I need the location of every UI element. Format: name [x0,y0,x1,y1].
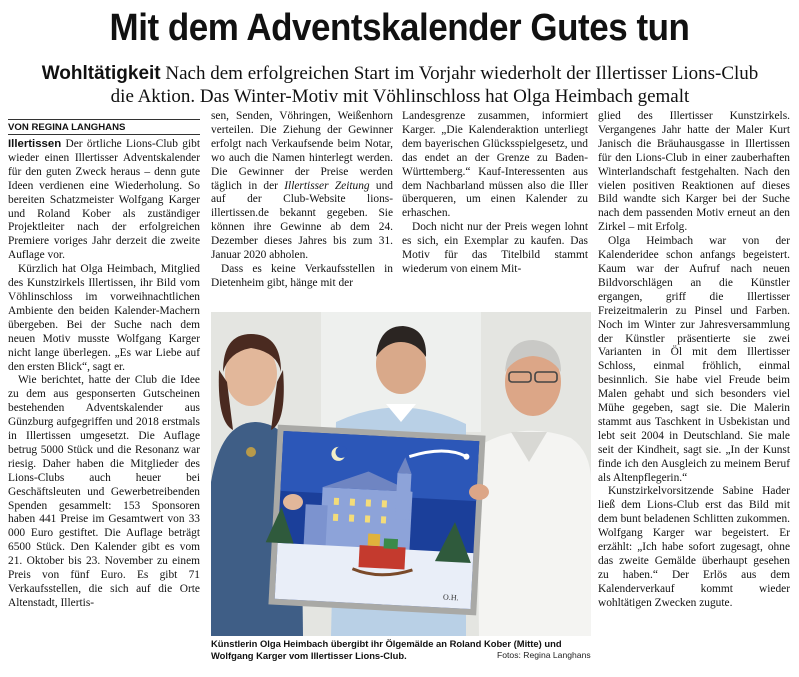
subhead-kicker: Wohltätigkeit [41,63,161,84]
paragraph: Kunstzirkelvorsitzende Sabine Hader ließ dem Lions-Club erst das Bild mit dem bunt beladenen Schlitten zukommen. Wolfgang Karger war begeistert. Er erzählt: „Ich habe sofort zugesagt, ohne das zweite Gemälde überhaupt gesehen zu haben.“ Der Erlös aus dem Kalenderverkauf kommt wieder wohltätigen Zwecken zugute. [598,485,790,609]
painting [263,425,486,616]
article-column-4 [598,110,790,611]
hand [469,484,489,500]
subhead-text-1: Nach dem erfolgreichen Start im Vorjahr wiederholt der Illertisser Lions-Club [160,63,759,84]
paragraph [8,138,200,263]
paragraph: Landesgrenze zusammen, informiert Karger. „Die Kalenderaktion unterliegt dem bayerischen Glücksspielgesetz, und das endet an der Grenze zu Baden-Württemberg.“ Kauf-Interessenten aus dem Nachbarland müssen also die Iller überqueren, um einen Kalender zu erhaschen. [402,110,588,220]
paragraph: Doch nicht nur der Preis wegen lohnt es sich, ein Exemplar zu kaufen. Das Motiv für das Titelbild stammt wiederum von einem Mit- [402,221,588,275]
article-column-3 [402,110,588,277]
article-photo [211,312,591,636]
photo-credit: Fotos: Regina Langhans [497,650,591,660]
paragraph: Dass es keine Verkaufsstellen in Dietenheim gibt, hänge mit der [211,262,393,289]
article-column-2 [211,110,393,291]
photo-caption: Künstlerin Olga Heimbach übergibt ihr Ölgemälde an Roland Kober (Mitte) und Wolfgang Karger vom Illertisser Lions-Club. [211,638,562,661]
paragraph-text: sen, Senden, Vöhringen, Weißenhorn verteilen. Die Ziehung der Gewinner erfolgt nach Verkaufsende beim Notar, wo auch die Namen hinterlegt werden. Die Gewinner der Preise werden täglich in der [211,110,393,192]
paragraph: Wie berichtet, hatte der Club die Idee zu dem aus gesponserten Gutscheinen bestehenden Adventskalender aus Günzburg aufgegriffen und 2018 erstmals in Illertissen umgesetzt. Die Auflage betrug 5000 Stück und die Resonanz war riesig. Daher haben die Mitglieder des Lions-Clubs auch heuer bei Geschäftsleuten und Gewerbetreibenden Spenden gesammelt: 153 Sponsoren haben 441 Preise im Gesamtwert von 33 000 Euro gestiftet. Die Auflage beträgt 6500 Stück. Den Kalender gibt es vom 21. Oktober bis 23. November zu einem Preis von fünf Euro. Es gibt 71 Verkaufsstellen, die sich auf die Orte Altenstadt, Illertis- [8,374,200,609]
painting-signature: O.H. [442,592,459,603]
byline: VON REGINA LANGHANS [8,119,200,135]
paragraph [211,110,393,263]
paragraph: glied des Illertisser Kunstzirkels. Vergangenes Jahr hatte der Maler Kurt Janisch die Bräuhausgasse in Illertissen für den Lions-Club in einer zauberhaften Winterlandschaft festgehalten. Nach den vielen positiven Reaktionen auf dieses Bild wandte sich Karger bei der Suche nach dem passenden Motiv erneut an den Zirkel – mit Erfolg. [598,110,790,234]
subhead-line-2: die Aktion. Das Winter-Motiv mit Vöhlinschloss hat Olga Heimbach gemalt [110,86,690,107]
paragraph: Olga Heimbach war von der Kalenderidee schon anfangs begeistert. Kaum war der Aufruf nach neuen Bildvorschlägen an die Künstler ergangen, griff die Illertisser Freizeitmalerin zu Pinsel und Farben. Noch im Winter zur Jahresversammlung der Künstler präsentierte sie zwei Varianten in Öl mit dem Illertisser Schloss, einmal fröhlich, einmal besinnlich. Sie habe viel Freude beim Malen gehabt und sich besonders viel Mühe gegeben, sagt sie. Die Malerin stammt aus Taschkent in Usbekistan und lebt seit 2004 in Deutschland. Sie male seit der Kindheit, sagt sie. „In der Kunst finde ich den Ausgleich zu meinem Beruf als Altenpflegerin.“ [598,235,790,484]
paragraph-text: und auf der Club-Website lions-illertissen.de bekannt gegeben. Sie können ihre Gewinne ab dem 24. Dezember dieses Jahres bis zum 31. Januar 2020 abholen. [211,179,394,262]
dateline: Illertissen [8,138,62,150]
newspaper-name: Illertisser Zeitung [284,179,370,192]
headline: Mit dem Adventskalender Gutes tun [109,7,690,49]
hand [283,494,303,510]
article-column-1 [8,138,200,611]
subhead-line-1 [20,63,780,85]
photo-illustration [211,312,591,636]
paragraph-text: Der örtliche Lions-Club gibt wieder einen Illertisser Adventskalender für den guten Zweck heraus – denn gute Ideen verdienen eine Wiederholung. So bereiten Schatzmeister Wolfgang Karger und Roland Kober als zuständiger Projektleiter nach der erfolgreichen Premiere voriges Jahr derzeit die zweite Auflage vor. [8,138,200,262]
paragraph: Kürzlich hat Olga Heimbach, Mitglied des Kunstzirkels Illertissen, ihr Bild vom Vöhlinschloss im vorweihnachtlichen Ambiente den beiden Kalender-Machern übergeben. Bei der Suche nach dem neuen Motiv musste Wolfgang Karger nicht lange überlegen. „Es war Liebe auf den ersten Blick“, sagt er. [8,263,200,373]
